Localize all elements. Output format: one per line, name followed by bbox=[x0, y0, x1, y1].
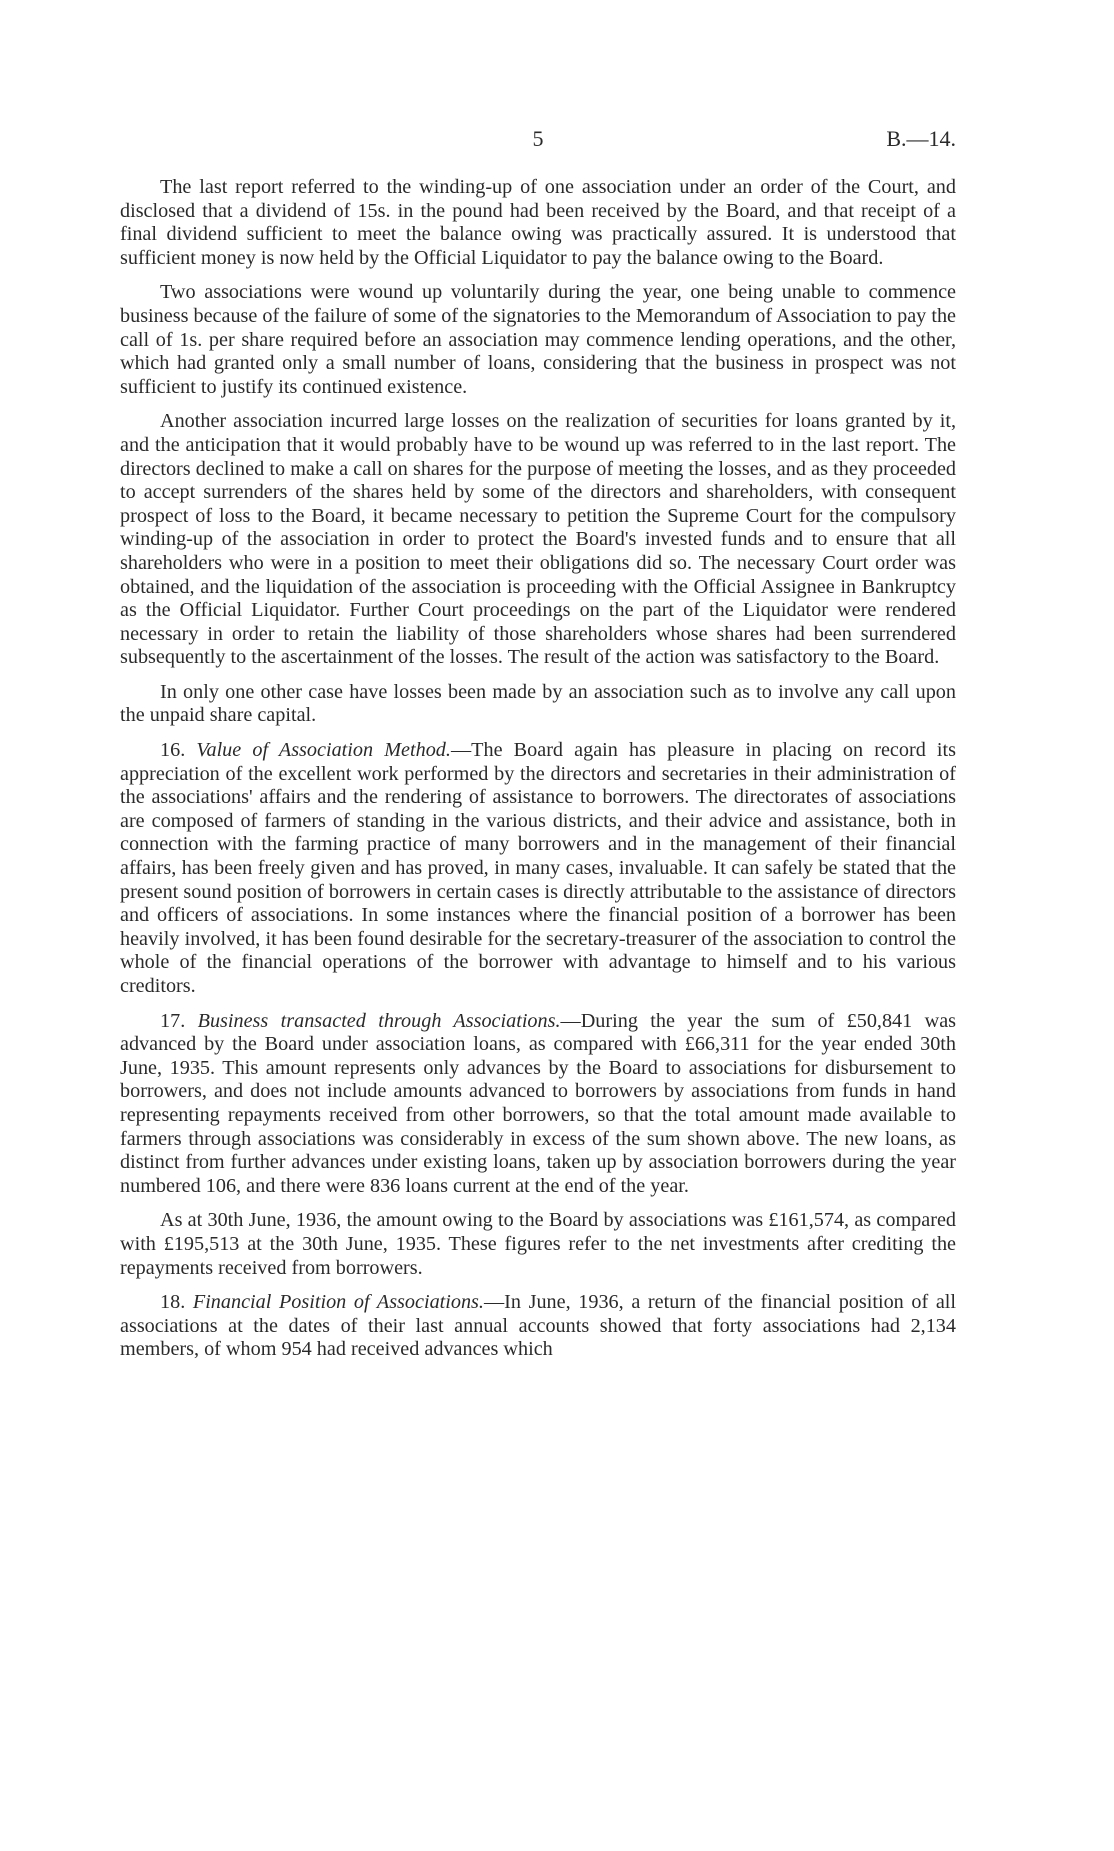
page-number: 5 bbox=[532, 126, 544, 151]
paragraph-voluntary-winding-up: Two associations were wound up voluntarily during the year, one being unable to commence business because of the failure of some of the signatories to the Memorandum of Association to pay the call of 1s. per share required before an association may commence lending operations, and the other, which had granted only a small number of loans, considering that the business in prospect was not sufficient to justify its continued existence. bbox=[120, 281, 956, 398]
section-16-heading: Value of Association Method. bbox=[196, 739, 451, 762]
paragraph-winding-up: The last report referred to the winding-up of one association under an order of the Court, and disclosed that a dividend of 15s. in the pound had been received by the Board, and that receipt of a final dividend sufficient to meet the balance owing was practically assured. It is understood that sufficient money is now held by the Official Liquidator to pay the balance owing to the Board. bbox=[120, 176, 956, 269]
section-16-number: 16. bbox=[160, 739, 186, 762]
section-18 bbox=[120, 1291, 956, 1362]
section-16-text: —The Board again has pleasure in placing on record its appreciation of the excellent work performed by the directors and secretaries in their administration of the associations' affairs and the rendering of assistance to borrowers. The directorates of associations are composed of farmers of standing in the various districts, and their advice and assistance, both in connection with the farming practice of many borrowers and in the management of their financial affairs, has been freely given and has proved, in many cases, invaluable. It can safely be stated that the present sound position of borrowers in certain cases is directly attributable to the assistance of directors and officers of associations. In some instances where the financial position of a borrower has been heavily involved, it has been found desirable for the secretary-treasurer of the association to control the whole of the financial operations of the borrower with advantage to himself and to his various creditors. bbox=[120, 739, 957, 997]
section-18-text: —In June, 1936, a return of the financial position of all associations at the dates of their last annual accounts showed that forty associations had 2,134 members, of whom 954 had received advances which bbox=[120, 1291, 956, 1361]
paragraph-other-losses: In only one other case have losses been made by an association such as to involve any call upon the unpaid share capital. bbox=[120, 680, 956, 727]
section-17-heading: Business transacted through Associations. bbox=[197, 1009, 561, 1032]
paragraph-large-losses: Another association incurred large losses on the realization of securities for loans granted by it, and the anticipation that it would probably have to be wound up was referred to in the last report. The directors declined to make a call on shares for the purpose of meeting the losses, and as they proceeded to accept surrenders of the shares held by some of the directors and shareholders, with consequent prospect of loss to the Board, it became necessary to petition the Supreme Court for the compulsory winding-up of the association in order to protect the Board's invested funds and to ensure that all shareholders who were in a position to meet their obligations did so. The necessary Court order was obtained, and the liquidation of the association is proceeding with the Official Assignee in Bankruptcy as the Official Liquidator. Further Court proceedings on the part of the Liquidator were rendered necessary in order to retain the liability of those shareholders whose shares had been surrendered subsequently to the ascertainment of the losses. The result of the action was satisfactory to the Board. bbox=[120, 410, 956, 669]
document-body bbox=[120, 176, 956, 1373]
section-17-text: —During the year the sum of £50,841 was advanced by the Board under association loans, as compared with £66,311 for the year ended 30th June, 1935. This amount represents only advances by the Board to associations for disbursement to borrowers, and does not include amounts advanced to borrowers by associations from funds in hand representing repayments received from other borrowers, so that the total amount made available to farmers through associations was considerably in excess of the sum shown above. The new loans, as distinct from further advances under existing loans, taken up by association borrowers during the year numbered 106, and there were 836 loans current at the end of the year. bbox=[120, 1009, 957, 1197]
paragraph-amount-owing: As at 30th June, 1936, the amount owing to the Board by associations was £161,574, as compared with £195,513 at the 30th June, 1935. These figures refer to the net investments after crediting the repayments received from borrowers. bbox=[120, 1209, 956, 1279]
document-reference: B.—14. bbox=[886, 126, 956, 151]
page-header bbox=[120, 126, 956, 156]
section-17 bbox=[120, 1010, 956, 1199]
section-18-number: 18. bbox=[160, 1291, 186, 1314]
section-18-heading: Financial Position of Associations. bbox=[192, 1291, 484, 1314]
section-16 bbox=[120, 739, 956, 999]
section-17-number: 17. bbox=[160, 1009, 186, 1032]
